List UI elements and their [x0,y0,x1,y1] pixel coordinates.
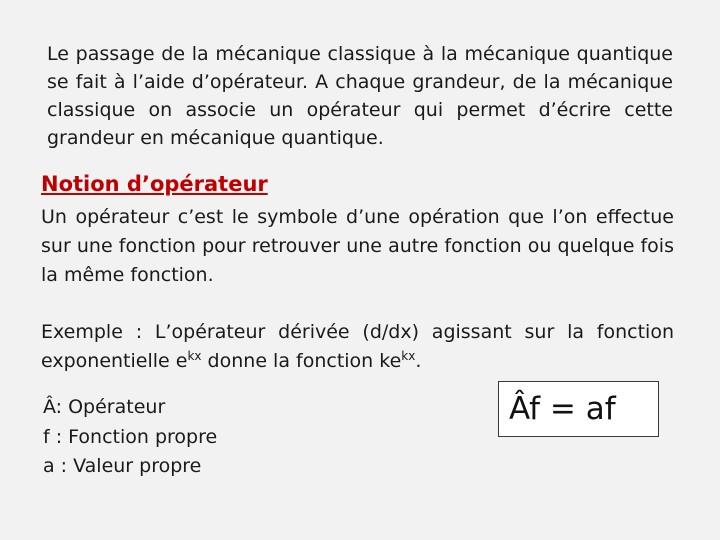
definition-paragraph: Un opérateur c’est le symbole d’une opération que l’on effectue sur une fonction pour retrouver une autre fonction ou quelque fois la même fonction. [41,206,674,286]
legend-item-function: f : Fonction propre [43,425,218,448]
example-suffix: . [415,350,422,372]
example-paragraph [41,318,674,376]
example-middle: donne la fonction ke [201,350,402,372]
legend-item-operator: Â: Opérateur [43,396,166,418]
intro-paragraph: Le passage de la mécanique classique à la mécanique quantique se fait à l’aide d’opérateur. A chaque grandeur, de la mécanique classique on associe un opérateur qui permet d’écrire cette grandeur en mécanique quantique. [47,43,673,149]
example-exponent-1: kx [187,349,202,363]
example-prefix: Exemple : L’opérateur dérivée (d/dx) agissant sur la fonction exponentielle e [41,321,674,372]
formula-text: Âf = af [509,391,616,427]
legend-item-value: a : Valeur propre [43,455,202,477]
formula-box [498,381,659,437]
example-exponent-2: kx [401,349,416,363]
legend [43,393,217,482]
section-heading: Notion d’opérateur [41,172,268,196]
